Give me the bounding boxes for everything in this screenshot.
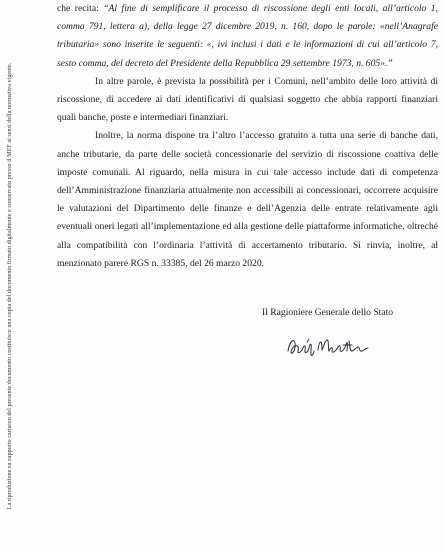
- paragraph-quote: [57, 0, 438, 73]
- digital-copy-notice: La riproduzione su supporto cartaceo del presente documento costituisce una copia del documento firmato digitalmente e conservato presso il MEF ai sensi della normativa vigente.: [6, 62, 13, 510]
- paragraph-in-altre-parole: In altre parole, è prevista la possibilità per i Comuni, nell’ambito delle loro attività di riscossione, di accedere ai dati identificativi di qualsiasi soggetto che abbia rapporti finanziari quali banche, poste e intermediari finanziari.: [57, 75, 438, 124]
- signature-drawing: [286, 333, 370, 359]
- handwritten-signature: [286, 333, 370, 359]
- signatory-title: Il Ragioniere Generale dello Stato: [262, 307, 394, 318]
- quoted-text: “Al fine di semplificare il processo di riscossione degli enti locali, all’articolo 1, comma 791, lettera a), della legge 27 dicembre 2019, n. 160, dopo le parole: «nell’Anagrafe tributaria» sono inserite le seguenti: «, ivi inclusi i dati e le informazioni di cui all’articolo 7, sesto comma, del decreto del Presidente della Repubblica 29 settembre 1973, n. 605».”: [57, 3, 438, 69]
- paragraph-quote-lead: che recita:: [57, 3, 104, 14]
- document-body: [57, 0, 438, 273]
- paragraph-inoltre: Inoltre, la norma dispone tra l’altro l’accesso gratuito a tutta una serie di banche dati, anche tributarie, da parte delle società concessionarie del servizio di riscossione coattiva delle imposte comunali. Al riguardo, nella misura in cui tale accesso include dati di competenza dell’Amministrazione finanziaria attualmente non accessibili ai concessionari, occorrere acquisire le valutazioni del Dipartimento delle finanze e dell’Agenzia delle entrate relativamente agli eventuali oneri legati all’implementazione ed alla gestione delle piattaforme informatiche, oltreché alla compatibilità con l’ordinaria l’attività di accertamento tributario. Si rinvia, inoltre, al menzionato parere RGS n. 33385, del 26 marzo 2020.: [57, 130, 438, 269]
